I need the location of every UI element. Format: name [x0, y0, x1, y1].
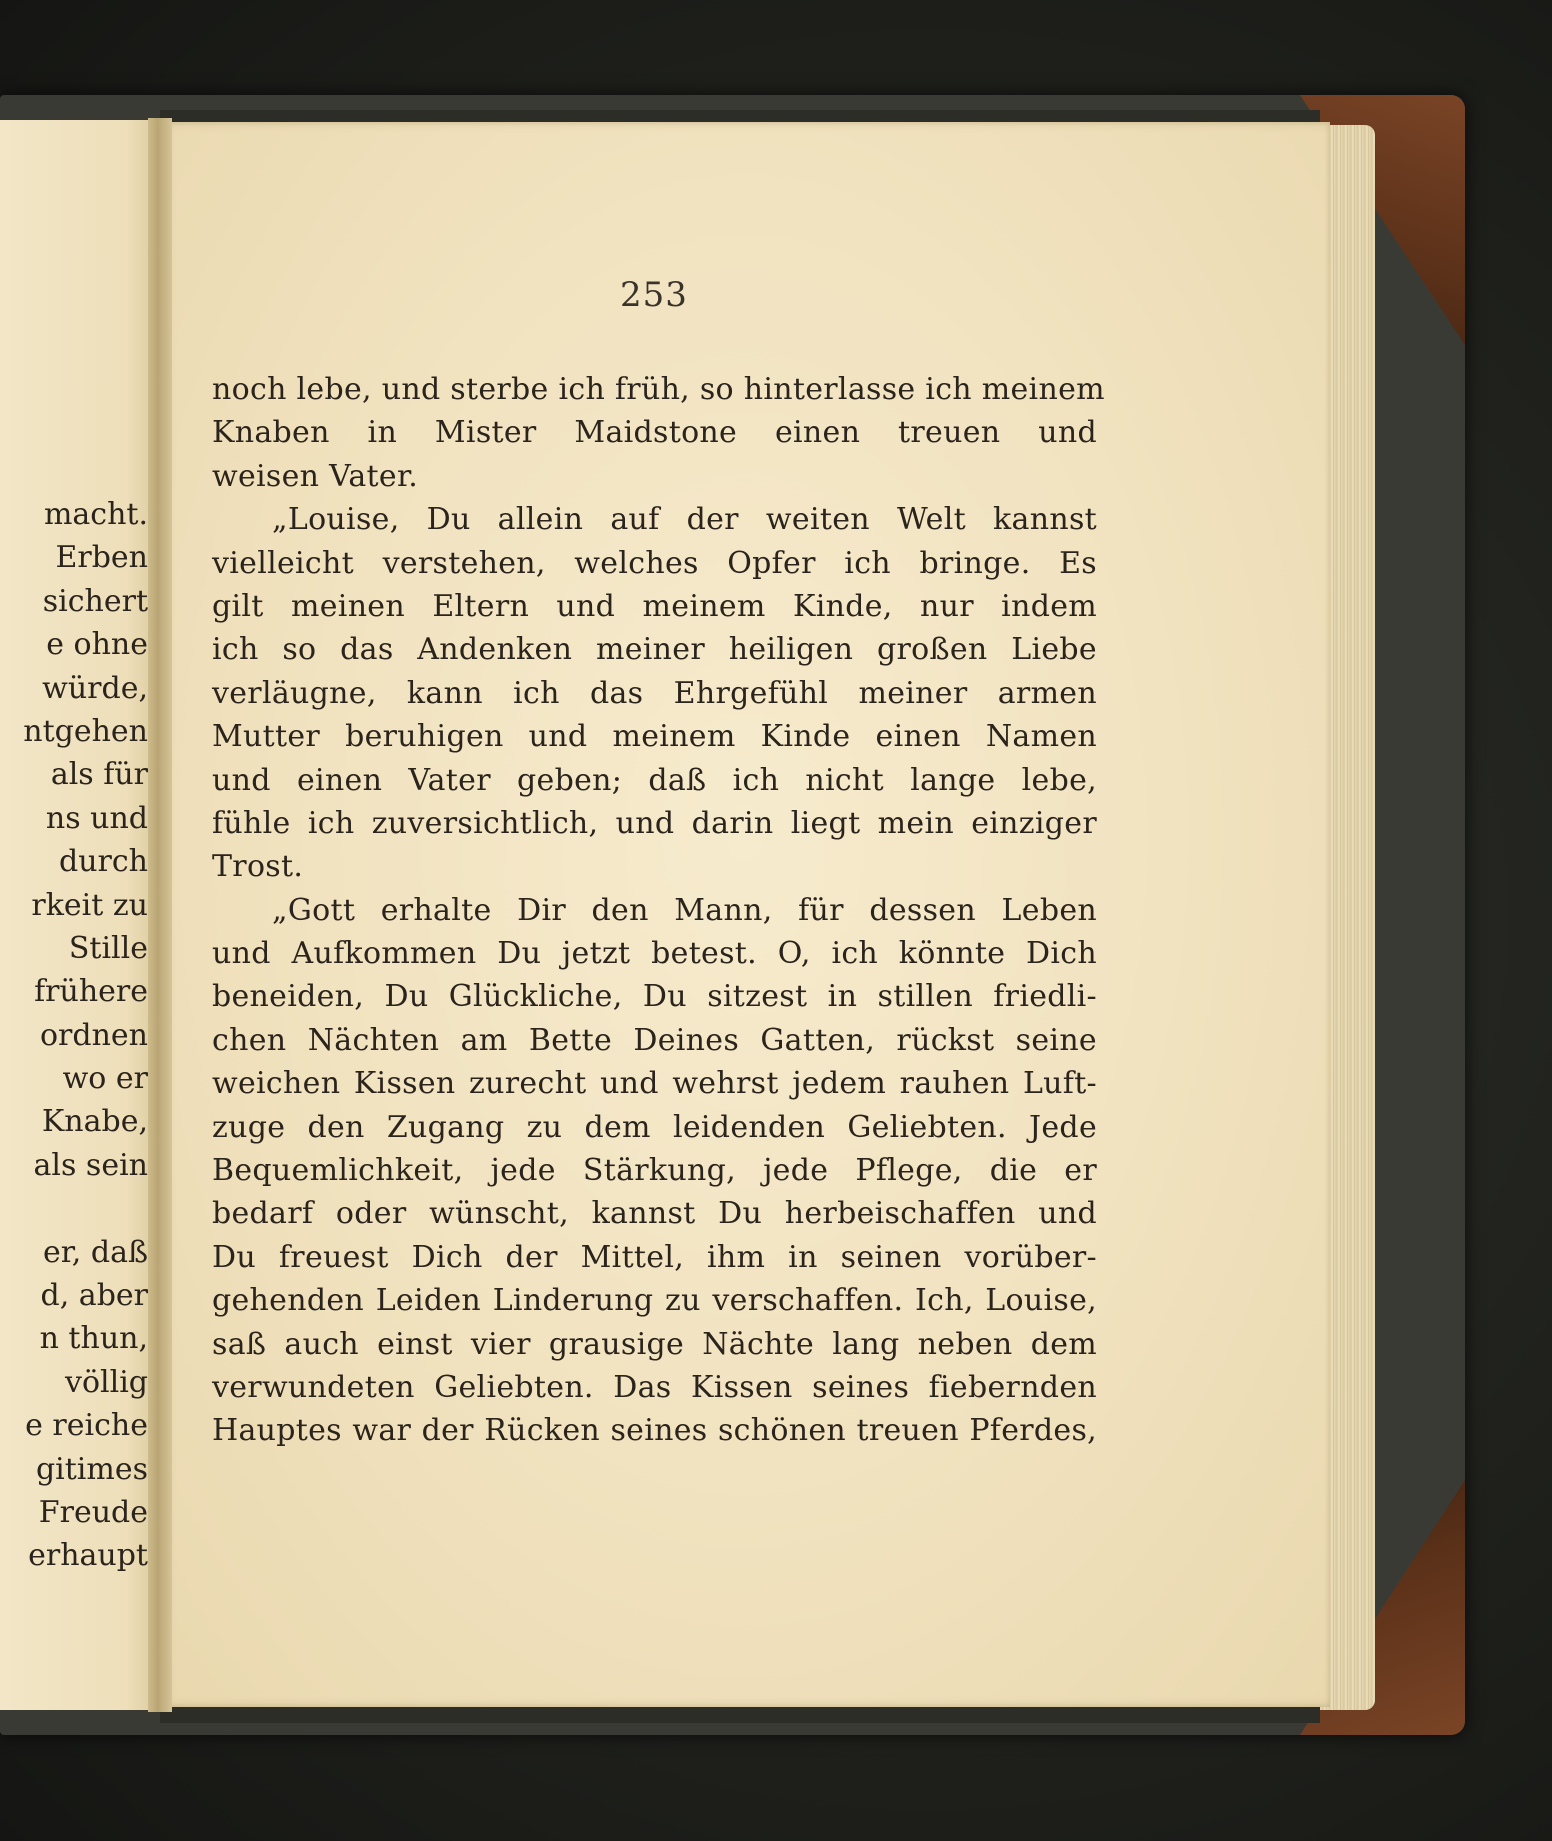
text-line: verwundeten Geliebten. Das Kissen seines fiebernden: [212, 1369, 1097, 1405]
left-text-fragment: wo er: [62, 1061, 148, 1097]
left-text-fragment: frühere: [34, 974, 148, 1010]
left-text-fragment: als für: [50, 757, 148, 793]
text-line: Bequemlichkeit, jede Stärkung, jede Pflege, die er: [212, 1153, 1097, 1189]
left-page-text: [0, 493, 148, 1578]
left-text-fragment: sichert: [42, 583, 148, 619]
left-text-fragment: er, daß: [43, 1234, 148, 1270]
text-line: und Aufkommen Du jetzt betest. O, ich könnte Dich: [212, 936, 1097, 972]
text-line: Du freuest Dich der Mittel, ihm in seinen vorüber-: [212, 1239, 1097, 1275]
text-line: ich so das Andenken meiner heiligen großen Liebe: [212, 632, 1097, 668]
text-line: noch lebe, und sterbe ich früh, so hinterlasse ich meinem: [212, 372, 1105, 407]
left-text-fragment: würde,: [42, 670, 148, 706]
text-line: Trost.: [212, 849, 304, 885]
book-gutter: [148, 118, 172, 1712]
text-line: fühle ich zuversichtlich, und darin liegt mein einziger: [212, 805, 1097, 841]
text-line: saß auch einst vier grausige Nächte lang neben dem: [212, 1326, 1097, 1362]
left-text-fragment: e ohne: [46, 627, 148, 663]
text-line: „Louise, Du allein auf der weiten Welt kannst: [272, 502, 1097, 538]
text-line: und einen Vater geben; daß ich nicht lange lebe,: [212, 762, 1097, 798]
left-text-fragment: d, aber: [40, 1278, 148, 1314]
text-line: weisen Vater.: [212, 458, 419, 494]
text-line: zuge den Zugang zu dem leidenden Geliebten. Jede: [212, 1109, 1097, 1145]
left-text-fragment: Knabe,: [41, 1104, 148, 1140]
left-text-fragment: ntgehen: [23, 713, 148, 749]
left-text-fragment: rkeit zu: [31, 887, 148, 923]
left-text-fragment: e reiche: [25, 1408, 148, 1444]
left-text-fragment: Stille: [68, 930, 148, 966]
page-number: 253: [620, 275, 688, 315]
text-line: vielleicht verstehen, welches Opfer ich bringe. Es: [212, 545, 1097, 581]
left-text-fragment: macht.: [43, 497, 148, 532]
left-text-fragment: Erben: [55, 540, 148, 576]
text-line: Knaben in Mister Maidstone einen treuen und: [212, 415, 1097, 451]
left-text-fragment: n thun,: [39, 1321, 148, 1357]
left-page-text-clip: [0, 120, 150, 1710]
text-line: verläugne, kann ich das Ehrgefühl meiner armen: [212, 675, 1097, 711]
left-text-fragment: [0, 1187, 148, 1230]
text-line: gilt meinen Eltern und meinem Kinde, nur indem: [212, 588, 1097, 624]
text-line: chen Nächten am Bette Deines Gatten, rückst seine: [212, 1022, 1097, 1058]
text-line: Hauptes war der Rücken seines schönen treuen Pferdes,: [212, 1413, 1097, 1449]
left-text-fragment: Freude: [38, 1494, 148, 1530]
right-page-text: [212, 368, 1105, 1453]
left-text-fragment: ordnen: [39, 1017, 148, 1053]
cover-edge-bottom: [160, 1705, 1320, 1723]
text-line: „Gott erhalte Dir den Mann, für dessen Leben: [272, 892, 1097, 928]
left-text-fragment: völlig: [65, 1364, 148, 1400]
left-text-fragment: durch: [59, 844, 148, 880]
left-text-fragment: als sein: [33, 1147, 148, 1183]
left-text-fragment: erhaupt: [28, 1538, 148, 1574]
text-line: gehenden Leiden Linderung zu verschaffen. Ich, Louise,: [212, 1283, 1097, 1319]
text-line: weichen Kissen zurecht und wehrst jedem rauhen Luft-: [212, 1066, 1097, 1102]
left-text-fragment: gitimes: [35, 1451, 148, 1487]
left-text-fragment: ns und: [45, 800, 148, 836]
text-line: bedarf oder wünscht, kannst Du herbeischaffen und: [212, 1196, 1097, 1232]
text-line: beneiden, Du Glückliche, Du sitzest in stillen friedli-: [212, 979, 1097, 1015]
text-line: Mutter beruhigen und meinem Kinde einen Namen: [212, 719, 1097, 755]
